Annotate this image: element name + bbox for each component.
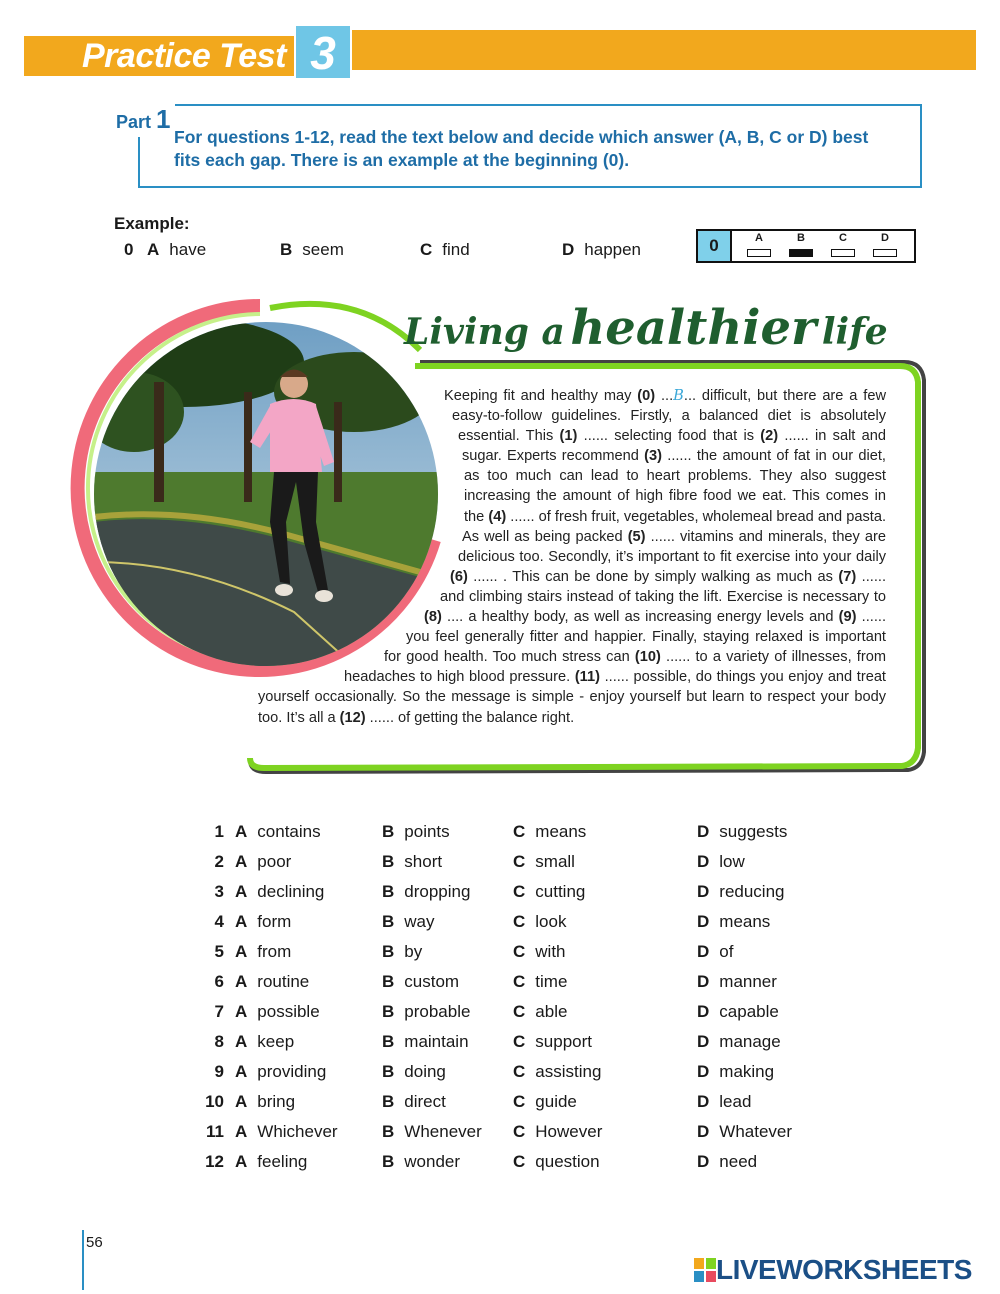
option-d[interactable]: D need [697,1152,758,1171]
gap-11: (11) [574,669,600,686]
example-number: 0 [124,240,134,259]
gap-6: (6) [450,568,468,585]
option-a[interactable]: A poor [235,852,292,871]
option-b[interactable]: B doing [382,1062,446,1081]
option-a[interactable]: A contains [235,822,321,841]
answer-letter-a: A [755,232,763,244]
heading-word-living-a: Living a [404,311,565,353]
answer-mark-d[interactable] [873,249,897,257]
gap-1: (1) [559,428,578,445]
gap-2: (2) [760,428,779,445]
option-c[interactable]: C able [513,1002,568,1021]
option-a[interactable]: A routine [235,972,310,991]
part-label-text: Part [116,112,152,132]
option-d[interactable]: D of [697,942,734,961]
answer-mark-c[interactable] [831,249,855,257]
option-a[interactable]: A Whichever [235,1122,338,1141]
option-d[interactable]: D suggests [697,822,788,841]
option-c[interactable]: C cutting [513,882,586,901]
option-c[interactable]: C small [513,852,575,871]
option-a[interactable]: A keep [235,1032,295,1051]
option-b[interactable]: B dropping [382,882,471,901]
gap-12: (12) [339,709,366,726]
answer-mark-b[interactable] [789,249,813,257]
example-filled-answer: B [673,387,684,404]
example-option-c: C find [420,240,470,259]
header-bar-right [352,30,976,70]
gap-3: (3) [644,448,662,465]
question-number: 1 [214,822,224,841]
option-d[interactable]: D low [697,852,745,871]
question-number: 3 [214,882,224,901]
gap-7: (7) [838,568,857,585]
gap-10: (10) [634,649,661,666]
option-c[interactable]: C However [513,1122,603,1141]
question-number: 10 [205,1092,224,1111]
option-d[interactable]: D lead [697,1092,752,1111]
answer-letter-c: C [839,232,847,244]
question-number: 12 [205,1152,224,1171]
option-d[interactable]: D manner [697,972,777,991]
heading-word-healthier: healthier [570,300,817,356]
option-a[interactable]: A feeling [235,1152,308,1171]
option-d[interactable]: D capable [697,1002,779,1021]
question-number: 7 [214,1002,224,1021]
option-b[interactable]: B maintain [382,1032,469,1051]
option-b[interactable]: B way [382,912,435,931]
option-c[interactable]: C time [513,972,568,991]
option-c[interactable]: C means [513,822,587,841]
part-label [114,104,175,137]
option-d[interactable]: D reducing [697,882,785,901]
question-number: 5 [214,942,224,961]
option-c[interactable]: C with [513,942,566,961]
question-number: 8 [214,1032,224,1051]
option-b[interactable]: B Whenever [382,1122,482,1141]
option-a[interactable]: A form [235,912,292,931]
example-option-a: A have [147,240,207,259]
option-b[interactable]: B points [382,822,450,841]
answer-letter-b: B [797,232,805,244]
example-option-d: D happen [562,240,642,259]
gap-4: (4) [488,508,507,525]
question-number: 11 [206,1122,224,1141]
example-label: Example: [114,214,190,233]
instructions-text: For questions 1-12, read the text below and decide which answer (A, B, C or D) best fits each gap. There is an example at the beginning (0). [174,127,869,170]
option-d[interactable]: D Whatever [697,1122,793,1141]
option-b[interactable]: B direct [382,1092,446,1111]
option-a[interactable]: A bring [235,1092,296,1111]
page-margin-line [82,1230,84,1290]
heading-word-life: life [821,311,888,353]
option-b[interactable]: B short [382,852,443,871]
page-number: 56 [86,1234,103,1251]
answer-box-number: 0 [698,231,732,261]
part-number: 1 [156,104,171,134]
page-title: Practice Test [82,37,286,75]
test-number: 3 [296,26,350,78]
option-b[interactable]: B wonder [382,1152,461,1171]
option-c[interactable]: C guide [513,1092,577,1111]
option-c[interactable]: C assisting [513,1062,602,1081]
answer-mark-a[interactable] [747,249,771,257]
question-number: 4 [214,912,224,931]
option-c[interactable]: C look [513,912,567,931]
example-answer-box [696,229,916,263]
question-number: 2 [214,852,224,871]
article-text: Keeping fit and healthy may (0) ...B... difficult, but there are a few easy-to-follow guidelines. Firstly, a balanced diet is absolutely essential. This (1) ...... selecting food that is (2) ...... in salt and sugar. Experts recommend (3) ...... the amount of fat in our diet, as too much can lead to heart problems. They also suggest increasing the amount of high fibre food we eat. This comes in the (4) ...... of fresh fruit, vegetables, wholemeal bread and pasta. As well as being packed (5) ...... vitamins and minerals, they are delicious too. Secondly, it’s important to fit exercise into your daily (6) ...... . This can be done by simply walking as much as (7) ...... and climbing stairs instead of taking the lift. Exercise is necessary to (8) .... a healthy body, as well as increasing energy levels and (9) ...... you feel generally fitter and happier. Finally, staying relaxed is important for good health. Too much stress can (10) ...... to a variety of illnesses, from headaches to high blood pressure. (11) ...... possible, do things you enjoy and treat yourself occasionally. So the message is simple - enjoy yourself but learn to respect your body too. It’s all a (12) ...... of getting the balance right. [258,387,887,726]
question-number: 9 [214,1062,224,1081]
option-d[interactable]: D manage [697,1032,781,1051]
gap-8: (8) [424,609,442,626]
option-c[interactable]: C question [513,1152,600,1171]
option-a[interactable]: A from [235,942,292,961]
option-d[interactable]: D making [697,1062,775,1081]
liveworksheets-logo-icon [694,1258,716,1282]
liveworksheets-brand: LIVEWORKSHEETS [716,1254,972,1285]
example-option-b: B seem [280,240,344,259]
option-b[interactable]: B probable [382,1002,471,1021]
option-d[interactable]: D means [697,912,771,931]
option-a[interactable]: A declining [235,882,325,901]
option-a[interactable]: A possible [235,1002,320,1021]
article-heading [404,300,888,356]
option-a[interactable]: A providing [235,1062,327,1081]
gap-9: (9) [838,609,857,626]
answer-letter-d: D [881,232,889,244]
gap-5: (5) [627,528,646,545]
option-c[interactable]: C support [513,1032,592,1051]
option-b[interactable]: B by [382,942,423,961]
question-number: 6 [214,972,224,991]
option-b[interactable]: B custom [382,972,460,991]
